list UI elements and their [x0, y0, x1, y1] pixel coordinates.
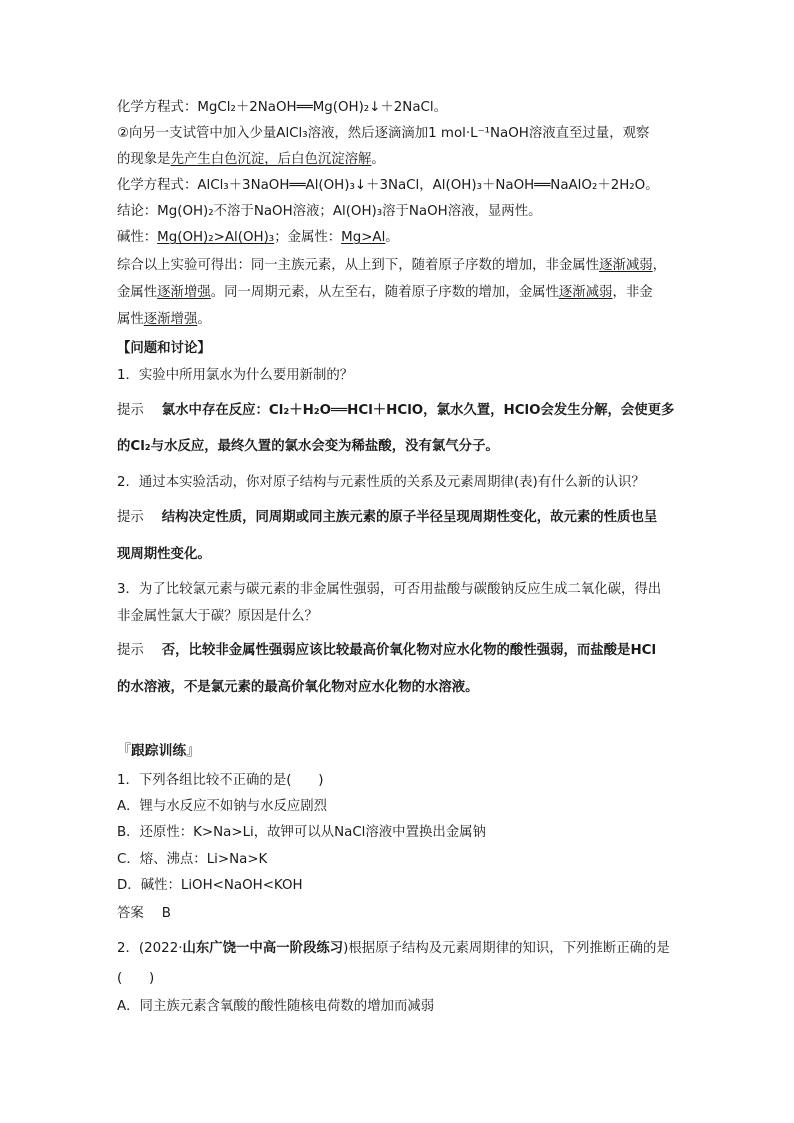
question-3-line-2: 非金属性氯大于碳？原因是什么？ — [117, 609, 318, 624]
text: 碱性： — [117, 230, 158, 245]
basicity-line — [117, 229, 399, 247]
text: 金属性 — [117, 285, 158, 300]
summary-answer: 逐渐增强 — [143, 312, 198, 327]
equation-mgcl2: 化学方程式：MgCl₂＋2NaOH══Mg(OH)₂↓＋2NaCl。 — [117, 100, 447, 115]
summary-line-2 — [117, 284, 653, 302]
option-c: C．熔、沸点：Li>Na>K — [117, 852, 268, 867]
question-3-line-1: 3．为了比较氯元素与碳元素的非金属性强弱，可否用盐酸与碳酸钠反应生成二氧化碳，得出 — [117, 582, 662, 597]
answer-paren: ( ) — [117, 971, 155, 986]
question-2: 2．通过本实验活动，你对原子结构与元素性质的关系及元素周期律(表)有什么新的认识？ — [117, 475, 645, 490]
answer-value: B — [161, 906, 171, 921]
discussion-heading: 【问题和讨论】 — [117, 341, 211, 356]
hint-text: 氯水中存在反应：Cl₂＋H₂O══HCl＋HClO，氯水久置，HClO会发生分解，会使更多 — [161, 403, 675, 418]
bracket-open: 『 — [117, 743, 131, 759]
equation-alcl3: 化学方程式：AlCl₃＋3NaOH══Al(OH)₃↓＋3NaCl，Al(OH)₃＋NaOH══NaAlO₂＋2H₂O。 — [117, 178, 659, 193]
text: ， — [652, 258, 667, 273]
question-source: 山东广饶一中高一阶段练习 — [182, 941, 344, 956]
text: 2．(2022· — [117, 941, 183, 956]
hint-label: 提示 — [117, 403, 144, 418]
answer-3-line-2: 的水溶液，不是氯元素的最高价氧化物对应水化物的水溶液。 — [117, 680, 479, 695]
conclusion-line: 结论：Mg(OH)₂不溶于NaOH溶液；Al(OH)₃溶于NaOH溶液，显两性。 — [117, 204, 542, 219]
procedure-step-2: ②向另一支试管中加入少量AlCl₃溶液，然后逐滴滴加1 mol·L⁻¹NaOH溶液直至过量，观察 — [117, 126, 650, 141]
observation-line — [117, 151, 385, 169]
summary-answer: 逐渐减弱 — [558, 285, 613, 300]
summary-answer: 逐渐增强 — [157, 285, 211, 300]
text: 综合以上实验可得出：同一主族元素，从上到下，随着原子序数的增加，非金属性 — [117, 258, 600, 273]
answer-3-line-1 — [117, 642, 656, 660]
text: 属性 — [117, 312, 144, 327]
practice-question-2 — [117, 940, 670, 958]
practice-question-1: 1．下列各组比较不正确的是( ) — [117, 773, 324, 788]
hint-label: 提示 — [117, 643, 144, 658]
metallicity-answer: Mg>Al — [341, 230, 386, 245]
q2-option-a: A．同主族元素含氧酸的酸性随核电荷数的增加而减弱 — [117, 999, 435, 1014]
summary-line-3 — [117, 311, 211, 329]
text: ，非金 — [612, 285, 653, 300]
answer-2-line-1 — [117, 509, 657, 527]
option-a: A．锂与水反应不如钠与水反应剧烈 — [117, 799, 328, 814]
text: 。 — [371, 152, 385, 167]
text: 。同一周期元素，从左至右，随着原子序数的增加，金属性 — [210, 285, 559, 300]
hint-text: 否，比较非金属性强弱应该比较最高价氧化物对应水化物的酸性强弱，而盐酸是HCl — [161, 643, 657, 658]
bracket-close: 』 — [186, 743, 201, 759]
text: 。 — [385, 230, 399, 245]
hint-text: 结构决定性质，同周期或同主族元素的原子半径呈现周期性变化，故元素的性质也呈 — [161, 510, 658, 525]
summary-line-1 — [117, 257, 666, 275]
option-d: D．碱性：LiOH<NaOH<KOH — [117, 878, 303, 893]
text: 。 — [197, 312, 211, 327]
answer-2-line-2: 现周期性变化。 — [117, 547, 211, 562]
answer-label: 答案 — [117, 906, 144, 921]
answer-1-line-1 — [117, 402, 674, 420]
text: 的现象是 — [117, 152, 171, 167]
hint-label: 提示 — [117, 510, 144, 525]
text: )根据原子结构及元素周期律的知识，下列推断正确的是 — [343, 941, 670, 956]
basicity-answer: Mg(OH)₂>Al(OH)₃ — [157, 230, 275, 245]
option-b: B．还原性：K>Na>Li，故钾可以从NaCl溶液中置换出金属钠 — [117, 825, 486, 840]
observation-answer: 先产生白色沉淀，后白色沉淀溶解 — [170, 152, 372, 167]
summary-answer: 逐渐减弱 — [599, 258, 653, 273]
practice-heading — [117, 742, 200, 760]
practice-title: 跟踪训练 — [131, 743, 187, 759]
text: ；金属性： — [274, 230, 342, 245]
question-1: 1．实验中所用氯水为什么要用新制的？ — [117, 368, 354, 383]
answer-1-line-2: 的Cl₂与水反应，最终久置的氯水会变为稀盐酸，没有氯气分子。 — [117, 439, 499, 454]
answer-line — [117, 905, 171, 923]
